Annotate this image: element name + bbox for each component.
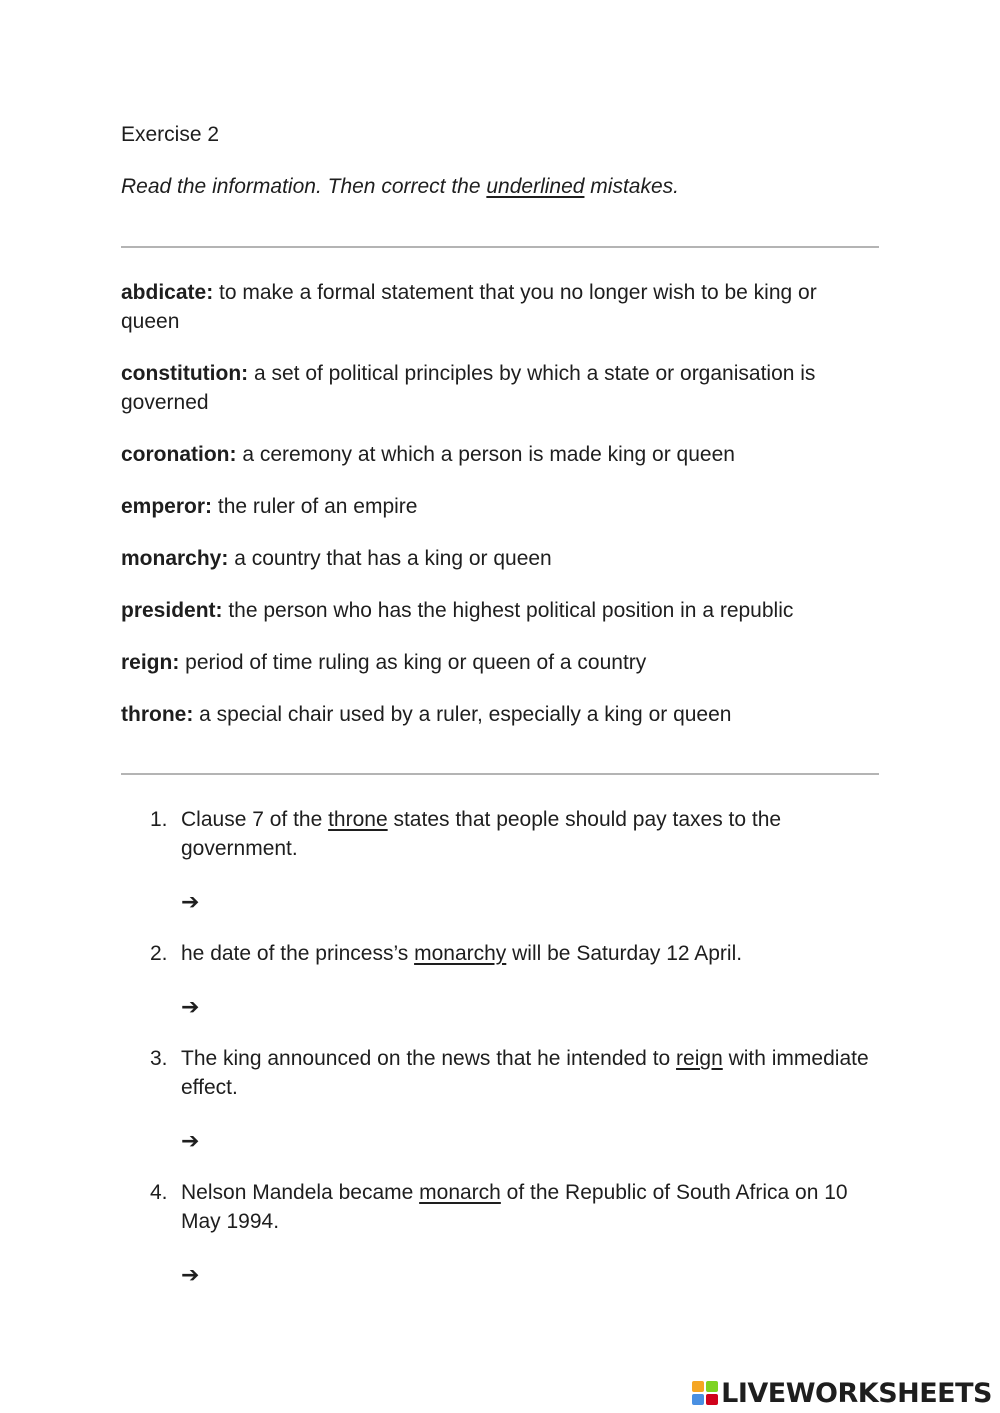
glossary-entry — [121, 359, 879, 417]
glossary-term: coronation: — [121, 443, 237, 466]
arrow-right-icon: ➔ — [181, 1262, 200, 1287]
logo-square — [692, 1381, 704, 1392]
top-divider — [121, 246, 879, 248]
questions-list — [121, 805, 879, 1289]
glossary-definition: a special chair used by a ruler, especially a king or queen — [193, 703, 732, 726]
glossary-entry — [121, 440, 879, 469]
question-text — [181, 805, 879, 863]
question-item — [121, 805, 879, 916]
instructions — [121, 173, 679, 201]
bottom-divider — [121, 773, 879, 775]
glossary-term: abdicate: — [121, 281, 214, 304]
question-text-before: he date of the princess’s — [181, 942, 415, 965]
glossary-entry — [121, 596, 879, 625]
glossary-term: reign: — [121, 651, 180, 674]
liveworksheets-logo — [692, 1377, 992, 1409]
logo-grid-icon — [692, 1381, 718, 1405]
question-text — [181, 1178, 879, 1236]
glossary-term: emperor: — [121, 495, 213, 518]
glossary-definition: a country that has a king or queen — [228, 547, 552, 570]
question-text-before: Nelson Mandela became — [181, 1181, 420, 1204]
arrow-right-icon: ➔ — [181, 994, 200, 1019]
exercise-title: Exercise 2 — [121, 123, 220, 146]
instructions-underlined-word: underlined — [486, 175, 585, 198]
glossary-definition: to make a formal statement that you no longer wish to be king or queen — [121, 281, 817, 333]
question-text-after: with immediate effect. — [181, 1047, 869, 1099]
instructions-text-after: mistakes. — [584, 175, 679, 198]
logo-text: LIVEWORKSHEETS — [721, 1377, 992, 1409]
glossary-definition: the person who has the highest political position in a republic — [222, 599, 794, 622]
glossary-entry — [121, 492, 879, 521]
instructions-text-before: Read the information. Then correct the — [121, 175, 487, 198]
question-text-after: states that people should pay taxes to the government. — [181, 808, 782, 860]
question-item — [121, 1178, 879, 1289]
question-text-after: will be Saturday 12 April. — [506, 942, 743, 965]
glossary-definition: the ruler of an empire — [212, 495, 418, 518]
question-number: 4. — [150, 1181, 168, 1204]
question-number: 1. — [150, 808, 168, 831]
glossary-definition: a set of political principles by which a state or organisation is governed — [121, 362, 816, 414]
question-item — [121, 1044, 879, 1155]
glossary — [121, 278, 879, 752]
glossary-entry — [121, 278, 879, 336]
glossary-term: constitution: — [121, 362, 249, 385]
arrow-right-icon: ➔ — [181, 1128, 200, 1153]
underlined-mistake: throne — [328, 808, 388, 831]
glossary-definition: period of time ruling as king or queen of a country — [179, 651, 647, 674]
underlined-mistake: monarchy — [414, 942, 507, 965]
glossary-term: monarchy: — [121, 547, 229, 570]
question-item — [121, 939, 879, 1021]
underlined-mistake: monarch — [419, 1181, 501, 1204]
question-text — [181, 939, 879, 968]
glossary-definition: a ceremony at which a person is made king or queen — [236, 443, 735, 466]
glossary-entry — [121, 648, 879, 677]
question-number: 2. — [150, 942, 168, 965]
question-number: 3. — [150, 1047, 168, 1070]
question-text-before: Clause 7 of the — [181, 808, 329, 831]
logo-square — [692, 1394, 704, 1405]
glossary-term: throne: — [121, 703, 194, 726]
glossary-term: president: — [121, 599, 223, 622]
question-text-before: The king announced on the news that he intended to — [181, 1047, 677, 1070]
glossary-entry — [121, 700, 879, 729]
question-text-after: of the Republic of South Africa on 10 May 1994. — [181, 1181, 848, 1233]
arrow-right-icon: ➔ — [181, 889, 200, 914]
glossary-entry — [121, 544, 879, 573]
question-text — [181, 1044, 879, 1102]
logo-square — [706, 1381, 718, 1392]
underlined-mistake: reign — [676, 1047, 723, 1070]
logo-square — [706, 1394, 718, 1405]
